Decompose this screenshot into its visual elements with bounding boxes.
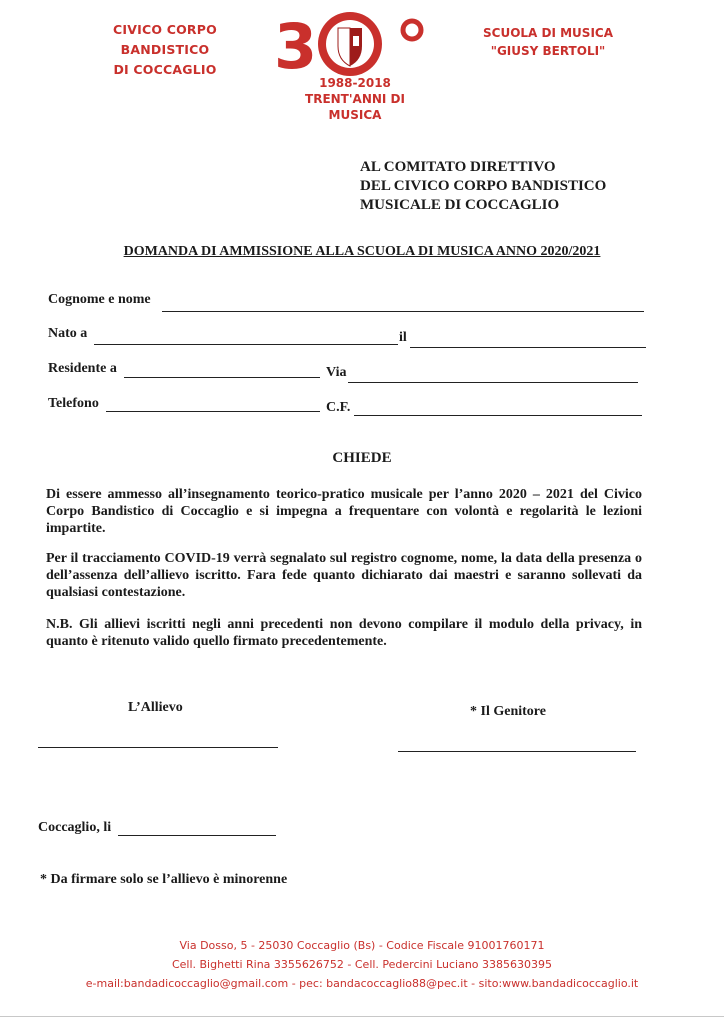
footer-address: Via Dosso, 5 - 25030 Coccaglio (Bs) - Codice Fiscale 91001760171 (179, 939, 545, 952)
label-cf: C.F. (326, 400, 351, 415)
paragraph-admission: Di essere ammesso all’insegnamento teorico-pratico musicale per l’anno 2020 – 2021 del Civico Corpo Bandistico di Coccaglio e si impegna a frequentare con volontà e regolarità le lezioni impartite. (46, 487, 642, 536)
label-genitore: * Il Genitore (470, 704, 546, 719)
header-left-line2: DI COCCAGLIO (113, 62, 217, 77)
chiede-heading: CHIEDE (332, 450, 392, 466)
field-date[interactable] (118, 835, 276, 836)
footer-contacts: e-mail:bandadicoccaglio@gmail.com - pec: bandacoccaglio88@pec.it - sito:www.bandadicoccaglio.it (85, 977, 639, 990)
scan-edge-line (0, 1016, 724, 1017)
field-cf[interactable] (354, 415, 642, 416)
footer-phones: Cell. Bighetti Rina 3355626752 - Cell. Pedercini Luciano 3385630395 (171, 958, 553, 971)
field-residente-a[interactable] (124, 377, 320, 378)
addressee-block (360, 158, 606, 215)
label-il: il (399, 330, 407, 345)
field-nato-a[interactable] (94, 344, 398, 345)
header-right-school (468, 24, 628, 60)
header-left-org (70, 20, 260, 80)
label-residente-a: Residente a (48, 361, 117, 376)
paragraph-privacy-note: N.B. Gli allievi iscritti negli anni precedenti non devono compilare il modulo della privacy, in quanto è ritenuto valido quello firmato precedentemente. (46, 617, 642, 649)
logo-tagline: TRENT'ANNI DI MUSICA (305, 92, 405, 122)
addressee-line1: AL COMITATO DIRETTIVO (360, 159, 556, 175)
signature-line-allievo[interactable] (38, 747, 278, 748)
header-right-line1: SCUOLA DI MUSICA (483, 26, 613, 40)
header-right-line2: "GIUSY BERTOLI" (490, 44, 606, 58)
field-via[interactable] (348, 382, 638, 383)
logo-shield-detail (353, 36, 359, 46)
label-place-date: Coccaglio, li (38, 820, 112, 835)
logo-digit: 3 (274, 10, 318, 78)
field-cognome-nome[interactable] (162, 311, 644, 312)
label-telefono: Telefono (48, 396, 99, 411)
minor-signature-note: * Da firmare solo se l’allievo è minorenne (40, 872, 288, 887)
document-title-text: DOMANDA DI AMMISSIONE ALLA SCUOLA DI MUSICA ANNO 2020/2021 (123, 244, 601, 259)
addressee-line3: MUSICALE DI COCCAGLIO (360, 197, 560, 213)
field-telefono[interactable] (106, 411, 320, 412)
anniversary-logo (272, 8, 432, 78)
logo-degree-ring (403, 21, 421, 39)
label-nato-a: Nato a (48, 326, 88, 341)
header-left-line1: CIVICO CORPO BANDISTICO (113, 22, 217, 57)
signature-line-genitore[interactable] (398, 751, 636, 752)
logo-caption (280, 75, 430, 123)
label-via: Via (326, 365, 347, 380)
logo-years: 1988-2018 (319, 76, 391, 90)
paragraph-covid: Per il tracciamento COVID-19 verrà segnalato sul registro cognome, nome, la data della presenza o dell’assenza dell’allievo iscritto. Fara fede quanto dichiarato dai maestri e saranno sollevati da qualsiasi contestazione. (46, 551, 642, 600)
field-data-nascita[interactable] (410, 347, 646, 348)
label-allievo: L’Allievo (128, 700, 183, 715)
document-title (0, 244, 724, 260)
addressee-line2: DEL CIVICO CORPO BANDISTICO (360, 178, 607, 194)
label-cognome-nome: Cognome e nome (48, 292, 151, 307)
